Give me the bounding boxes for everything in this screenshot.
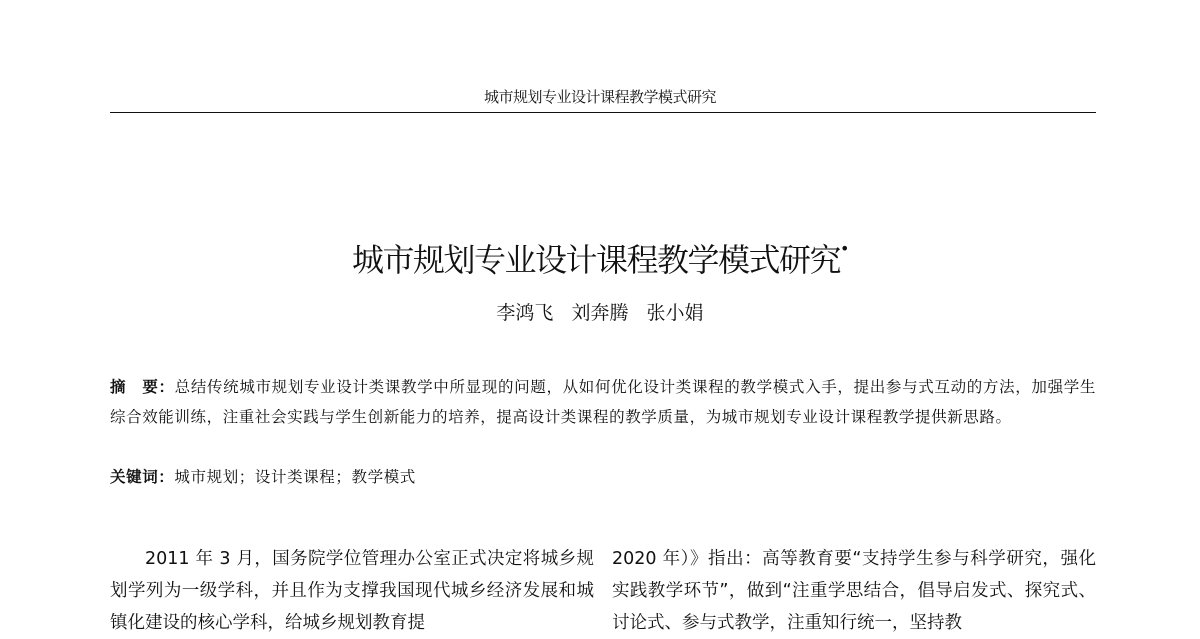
title-text: 城市规划专业设计课程教学模式研究 bbox=[352, 241, 841, 280]
author: 刘奔腾 bbox=[571, 302, 629, 324]
abstract-label: 摘 要： bbox=[110, 378, 175, 396]
keywords-text: 城市规划；设计类课程；教学模式 bbox=[174, 468, 416, 486]
abstract-text: 总结传统城市规划专业设计类课教学中所显现的问题，从如何优化设计类课程的教学模式入手，提出参与式互动的方法，加强学生综合效能训练，注重社会实践与学生创新能力的培养，提高设计类课程的教学质量，为城市规划专业设计课程教学提供新思路。 bbox=[110, 378, 1096, 426]
keywords-label: 关键词： bbox=[110, 468, 175, 486]
author: 李鸿飞 bbox=[496, 302, 554, 324]
body-column-right: 2020 年）》指出：高等教育要“支持学生参与科学研究，强化实践教学环节”，做到“注重学思结合，倡导启发式、探究式、讨论式、参与式教学，注重知行统一，坚持教 bbox=[612, 549, 1096, 633]
abstract bbox=[110, 372, 1096, 432]
title-footnote-mark: • bbox=[840, 238, 848, 258]
author-list bbox=[0, 298, 1200, 325]
article-title bbox=[0, 235, 1200, 281]
running-header: 城市规划专业设计课程教学模式研究 bbox=[483, 88, 716, 106]
author: 张小娟 bbox=[646, 302, 704, 324]
keywords bbox=[110, 462, 1096, 492]
body-column-left: 2011 年 3 月，国务院学位管理办公室正式决定将城乡规划学列为一级学科，并且作为支撑我国现代城乡经济发展和城镇化建设的核心学科，给城乡规划教育提 bbox=[110, 549, 594, 633]
header-rule bbox=[110, 112, 1096, 113]
